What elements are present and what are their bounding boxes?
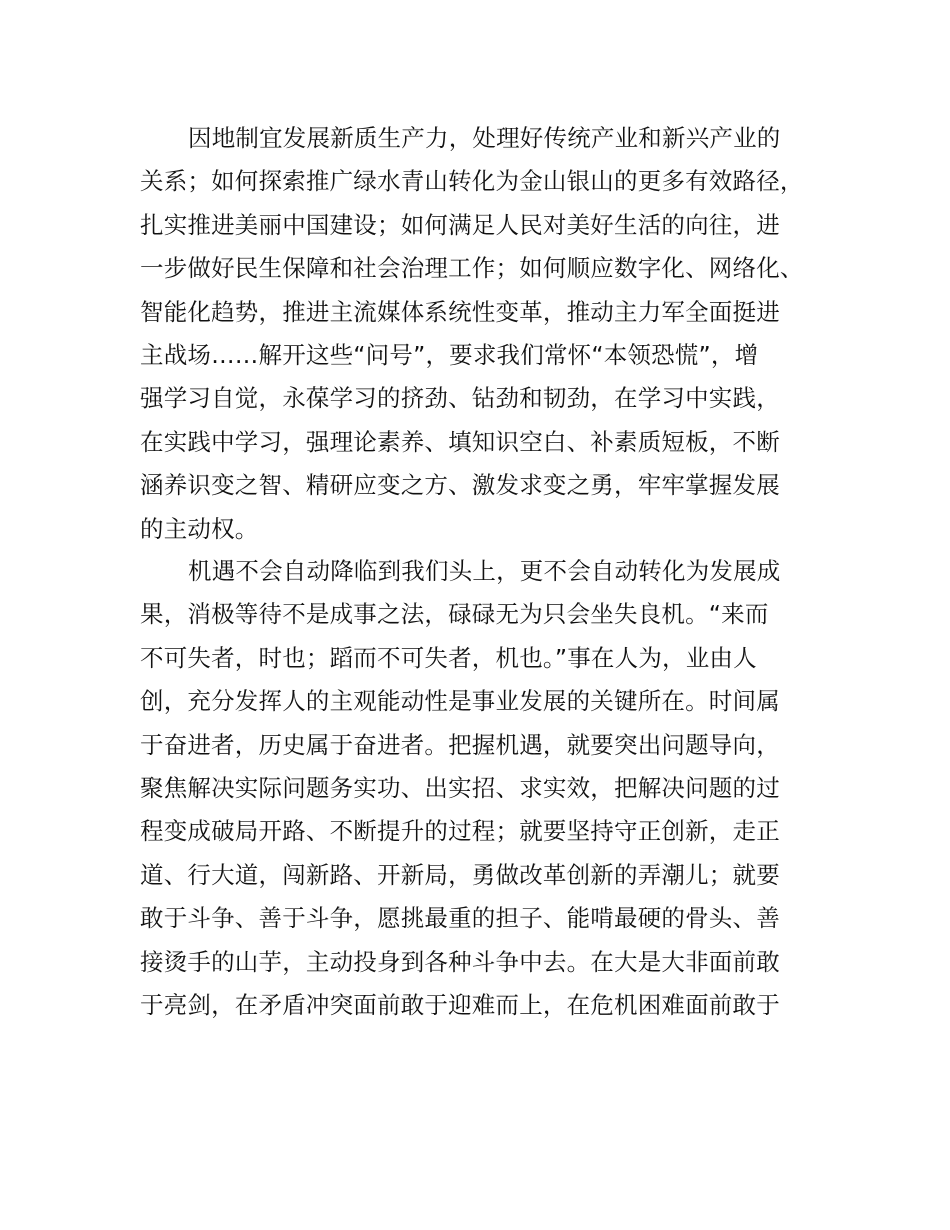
text-line: 于亮剑，在矛盾冲突面前敢于迎难而上，在危机困难面前敢于 — [140, 990, 780, 1019]
text-line: 创，充分发挥人的主观能动性是事业发展的关键所在。时间属 — [140, 687, 780, 716]
text-line: 接烫手的山芋，主动投身到各种斗争中去。在大是大非面前敢 — [140, 947, 780, 976]
text-line: 强学习自觉，永葆学习的挤劲、钻劲和韧劲，在学习中实践， — [140, 384, 780, 413]
text-line: 聚焦解决实际问题务实功、出实招、求实效，把解决问题的过 — [140, 773, 780, 802]
text-line: 程变成破局开路、不断提升的过程；就要坚持守正创新，走正 — [140, 817, 780, 846]
text-line: 涵养识变之智、精研应变之方、激发求变之勇，牢牢掌握发展 — [140, 471, 780, 500]
text-line: 敢于斗争、善于斗争，愿挑最重的担子、能啃最硬的骨头、善 — [140, 904, 780, 933]
paragraph-2 — [140, 550, 840, 1027]
text-line: 在实践中学习，强理论素养、填知识空白、补素质短板，不断 — [140, 427, 780, 456]
text-line: 主战场……解开这些“问号”，要求我们常怀“本领恐慌”，增 — [140, 340, 759, 369]
text-line: 于奋进者，历史属于奋进者。把握机遇，就要突出问题导向， — [140, 730, 780, 759]
text-line: 智能化趋势，推进主流媒体系统性变革，推动主力军全面挺进 — [140, 297, 780, 326]
text-line: 一步做好民生保障和社会治理工作；如何顺应数字化、网络化、 — [140, 254, 804, 283]
text-line: 机遇不会自动降临到我们头上，更不会自动转化为发展成 — [188, 557, 781, 585]
text-line: 道、行大道，闯新路、开新局，勇做改革创新的弄潮儿；就要 — [140, 860, 780, 889]
text-line: 不可失者，时也；蹈而不可失者，机也。”事在人为，业由人 — [140, 643, 757, 672]
paragraph-1 — [140, 117, 840, 551]
text-line: 因地制宜发展新质生产力，处理好传统产业和新兴产业的 — [188, 124, 781, 152]
text-line: 关系；如何探索推广绿水青山转化为金山银山的更多有效路径， — [140, 167, 804, 196]
text-line: 果，消极等待不是成事之法，碌碌无为只会坐失良机。“来而 — [140, 600, 769, 629]
text-line: 扎实推进美丽中国建设；如何满足人民对美好生活的向往，进 — [140, 210, 780, 239]
text-line: 的主动权。 — [140, 514, 259, 543]
